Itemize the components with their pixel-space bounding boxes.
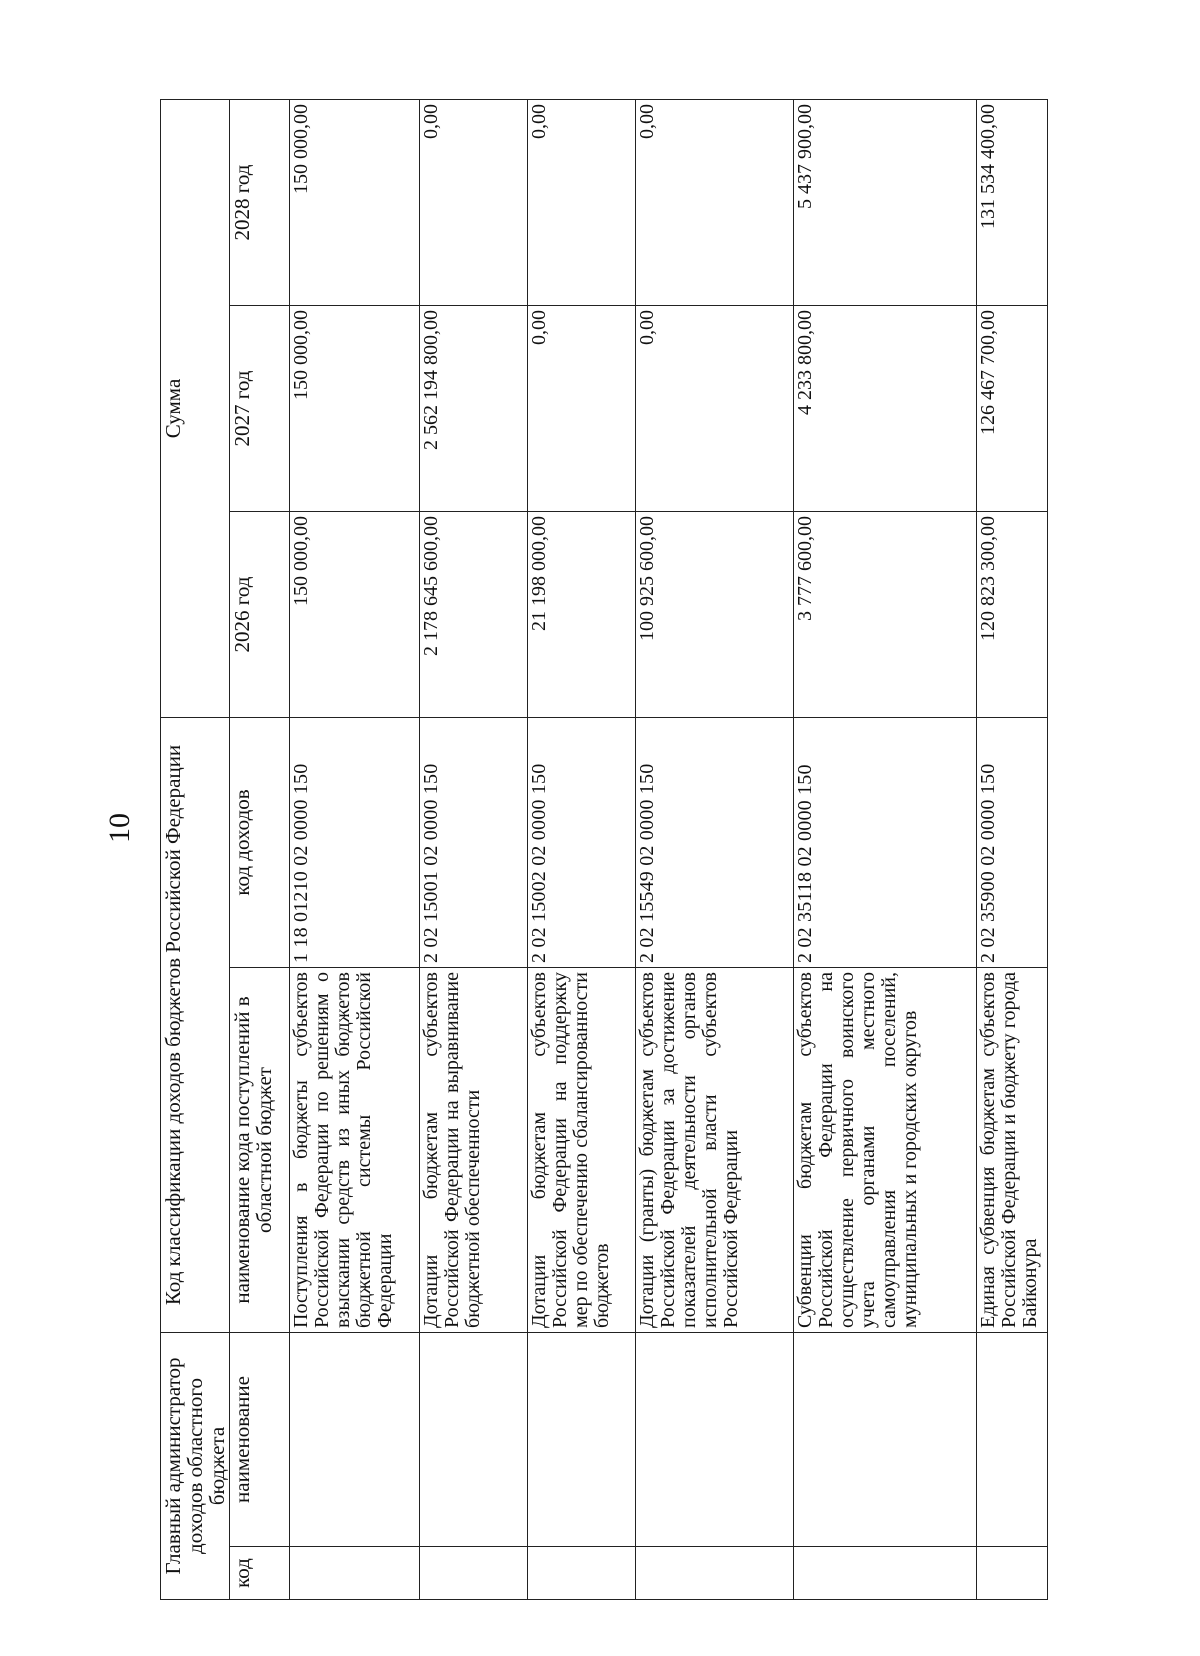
header-sum-group: Сумма	[161, 99, 230, 717]
row-income-code: 2 02 15001 02 0000 150	[420, 717, 528, 967]
row-sum-2028: 131 534 400,00	[977, 99, 1048, 305]
table-row	[794, 99, 977, 1599]
row-income-name: Дотации (гранты) бюджетам субъектов Российской Федерации за достижение показателей деятельности органов исполнительной власти субъектов Российской Федерации	[636, 968, 794, 1333]
row-income-name: Дотации бюджетам субъектов Российской Федерации на выравнивание бюджетной обеспеченности	[420, 968, 528, 1333]
row-sum-2027: 150 000,00	[290, 305, 420, 511]
row-sum-2026: 2 178 645 600,00	[420, 511, 528, 717]
table-row	[528, 99, 636, 1599]
row-sum-2027: 2 562 194 800,00	[420, 305, 528, 511]
row-sum-2026: 120 823 300,00	[977, 511, 1048, 717]
row-income-name: Единая субвенция бюджетам субъектов Российской Федерации и бюджету города Байконура	[977, 968, 1048, 1333]
row-sum-2026: 150 000,00	[290, 511, 420, 717]
header-year-2027: 2027 год	[230, 305, 290, 511]
table-row	[420, 99, 528, 1599]
budget-table	[160, 99, 1048, 1600]
row-sum-2028: 150 000,00	[290, 99, 420, 305]
row-sum-2027: 4 233 800,00	[794, 305, 977, 511]
row-admin-code	[420, 1547, 528, 1600]
row-admin-name	[977, 1333, 1048, 1547]
row-income-name: Поступления в бюджеты субъектов Российской Федерации по решениям о взыскании средств из иных бюджетов бюджетной системы Российской Федерации	[290, 968, 420, 1333]
table-row	[636, 99, 794, 1599]
row-admin-name	[528, 1333, 636, 1547]
row-income-code: 1 18 01210 02 0000 150	[290, 717, 420, 967]
header-classification-group: Код классификации доходов бюджетов Российской Федерации	[161, 717, 230, 1332]
row-income-code: 2 02 15549 02 0000 150	[636, 717, 794, 967]
row-admin-name	[794, 1333, 977, 1547]
row-admin-code	[290, 1547, 420, 1600]
row-sum-2028: 0,00	[420, 99, 528, 305]
header-admin-name: наименование	[230, 1333, 290, 1547]
row-sum-2028: 5 437 900,00	[794, 99, 977, 305]
row-admin-code	[794, 1547, 977, 1600]
row-admin-name	[420, 1333, 528, 1547]
row-income-code: 2 02 15002 02 0000 150	[528, 717, 636, 967]
row-admin-name	[290, 1333, 420, 1547]
header-year-2026: 2026 год	[230, 511, 290, 717]
row-sum-2028: 0,00	[636, 99, 794, 305]
row-sum-2028: 0,00	[528, 99, 636, 305]
rotated-table-container	[160, 100, 1040, 1600]
row-sum-2026: 21 198 000,00	[528, 511, 636, 717]
row-income-code: 2 02 35118 02 0000 150	[794, 717, 977, 967]
row-income-name: Субвенции бюджетам субъектов Российской Федерации на осуществление первичного воинского учета органами местного самоуправления поселений, муниципальных и городских округов	[794, 968, 977, 1333]
row-admin-code	[977, 1547, 1048, 1600]
row-income-name: Дотации бюджетам субъектов Российской Федерации на поддержку мер по обеспечению сбалансированности бюджетов	[528, 968, 636, 1333]
row-admin-name	[636, 1333, 794, 1547]
table-row	[290, 99, 420, 1599]
row-sum-2026: 100 925 600,00	[636, 511, 794, 717]
row-sum-2027: 0,00	[528, 305, 636, 511]
header-year-2028: 2028 год	[230, 99, 290, 305]
header-classification-code: код доходов	[230, 717, 290, 967]
header-admin-group: Главный администратор доходов областного бюджета	[161, 1333, 230, 1600]
header-admin-code: код	[230, 1547, 290, 1600]
row-admin-code	[636, 1547, 794, 1600]
table-row	[977, 99, 1048, 1599]
row-sum-2027: 126 467 700,00	[977, 305, 1048, 511]
row-sum-2026: 3 777 600,00	[794, 511, 977, 717]
row-income-code: 2 02 35900 02 0000 150	[977, 717, 1048, 967]
header-classification-name: наименование кода поступлений в областной бюджет	[230, 968, 290, 1333]
row-admin-code	[528, 1547, 636, 1600]
row-sum-2027: 0,00	[636, 305, 794, 511]
page-number: 10	[103, 813, 136, 843]
